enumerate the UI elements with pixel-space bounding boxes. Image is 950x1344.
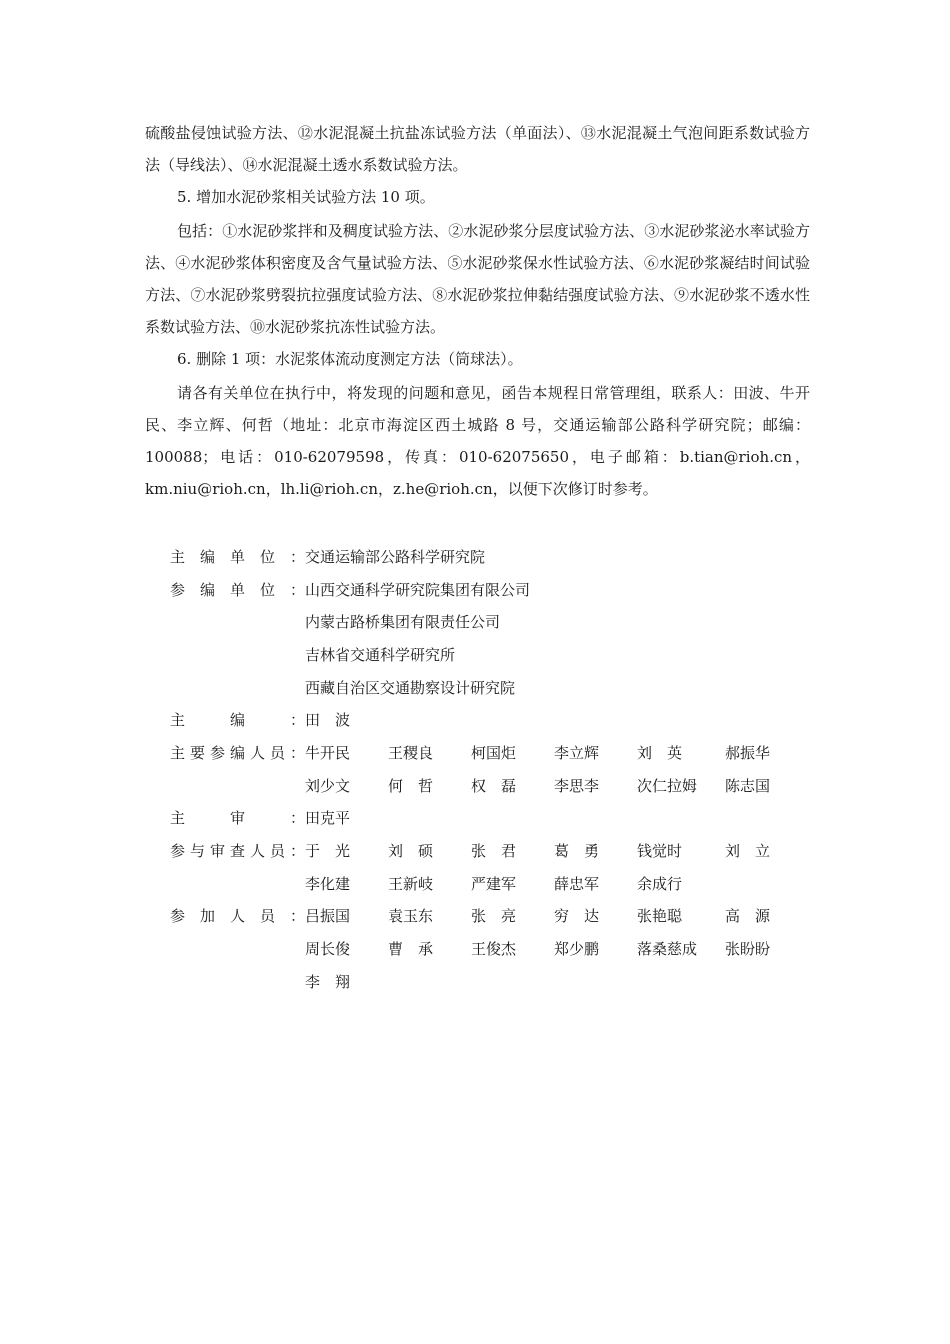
person-name: 王稷良: [388, 743, 434, 762]
reviewer-row: [170, 802, 808, 835]
person-name: 薛忠军: [554, 874, 600, 893]
co-org-name: 内蒙古路桥集团有限责任公司: [305, 613, 501, 632]
person-name: 吕振国: [305, 907, 351, 926]
person-name: 陈志国: [725, 776, 771, 795]
person-name: 穷 达: [554, 907, 600, 926]
editor-row: [170, 703, 808, 736]
review-members-row: [170, 834, 808, 867]
person-name: 王新岐: [388, 874, 434, 893]
person-name: 葛 勇: [554, 842, 600, 861]
person-name: 郝振华: [725, 743, 771, 762]
paragraph-item-5: 5. 增加水泥砂浆相关试验方法 10 项。: [177, 188, 435, 206]
editor-name: 田 波: [305, 711, 351, 730]
person-name: 权 磊: [471, 776, 517, 795]
person-name: 袁玉东: [388, 907, 434, 926]
editor-label: 主编：: [170, 711, 305, 730]
person-name: 李立辉: [554, 743, 600, 762]
participants-label: 参加人员：: [170, 907, 305, 926]
person-name: 张 亮: [471, 907, 517, 926]
participants-row: [170, 965, 808, 998]
person-name: 刘 硕: [388, 842, 434, 861]
co-org-row: [170, 671, 808, 704]
person-name: 李化建: [305, 874, 351, 893]
participants-row: [170, 900, 808, 933]
co-org-name: 西藏自治区交通勘察设计研究院: [305, 678, 516, 697]
person-name: 于 光: [305, 842, 351, 861]
paragraph-item-6: 6. 删除 1 项：水泥浆体流动度测定方法（筒球法）。: [177, 350, 523, 368]
co-org-row: [170, 638, 808, 671]
person-name: 余成行: [637, 874, 683, 893]
person-name: 刘 立: [725, 842, 771, 861]
paragraph-mortar-methods: 包括：①水泥砂浆拌和及稠度试验方法、②水泥砂浆分层度试验方法、③水泥砂浆泌水率试验方法、④水泥砂浆体积密度及含气量试验方法、⑤水泥砂浆保水性试验方法、⑥水泥砂浆凝结时间试验方法、⑦水泥砂浆劈裂抗拉强度试验方法、⑧水泥砂浆拉伸黏结强度试验方法、⑨水泥砂浆不透水性系数试验方法、⑩水泥砂浆抗冻性试验方法。: [145, 222, 810, 336]
person-name: 周长俊: [305, 940, 351, 959]
person-name: 牛开民: [305, 743, 351, 762]
person-name: 张 君: [471, 842, 517, 861]
person-name: 刘少文: [305, 776, 351, 795]
reviewer-name: 田克平: [305, 809, 351, 828]
reviewer-label: 主审：: [170, 809, 305, 828]
person-name: 李思李: [554, 776, 600, 795]
co-org-row: [170, 573, 808, 606]
person-name: 曹 承: [388, 940, 434, 959]
chief-org-row: [170, 540, 808, 573]
person-name: 郑少鹏: [554, 940, 600, 959]
person-name: 王俊杰: [471, 940, 517, 959]
person-name: 次仁拉姆: [637, 776, 698, 795]
person-name: 柯国炬: [471, 743, 517, 762]
person-name: 张盼盼: [725, 940, 771, 959]
main-editors-label: 主要参编人员：: [170, 743, 305, 762]
person-name: 严建军: [471, 874, 517, 893]
person-name: 何 哲: [388, 776, 434, 795]
chief-org-name: 交通运输部公路科学研究院: [305, 547, 486, 566]
credits-section: [170, 540, 808, 998]
co-org-name: 吉林省交通科学研究所: [305, 645, 456, 664]
participants-row: [170, 932, 808, 965]
person-name: 李 翔: [305, 972, 351, 991]
person-name: 刘 英: [637, 743, 683, 762]
person-name: 高 源: [725, 907, 771, 926]
paragraph-contact: 请各有关单位在执行中，将发现的问题和意见，函告本规程日常管理组，联系人：田波、牛开民、李立辉、何哲（地址：北京市海淀区西土城路 8 号，交通运输部公路科学研究院；邮编：100088；电话：010-62079598，传真：010-62075650，电子邮箱：b.tian@rioh.cn，km.niu@rioh.cn，lh.li@rioh.cn，z.he@rioh.cn，以便下次修订时参考。: [145, 384, 810, 498]
person-name: 张艳聪: [637, 907, 683, 926]
co-org-row: [170, 605, 808, 638]
co-org-name: 山西交通科学研究院集团有限公司: [305, 580, 531, 599]
main-editors-row: [170, 769, 808, 802]
person-name: 钱觉时: [637, 842, 683, 861]
review-members-row: [170, 867, 808, 900]
review-members-label: 参与审查人员：: [170, 842, 305, 861]
chief-org-label: 主编单位：: [170, 547, 305, 566]
main-editors-row: [170, 736, 808, 769]
paragraph-test-methods-continued: 硫酸盐侵蚀试验方法、⑫水泥混凝土抗盐冻试验方法（单面法）、⑬水泥混凝土气泡间距系数试验方法（导线法）、⑭水泥混凝土透水系数试验方法。: [145, 124, 810, 174]
co-org-label: 参编单位：: [170, 580, 305, 599]
person-name: 落桑慈成: [637, 940, 698, 959]
